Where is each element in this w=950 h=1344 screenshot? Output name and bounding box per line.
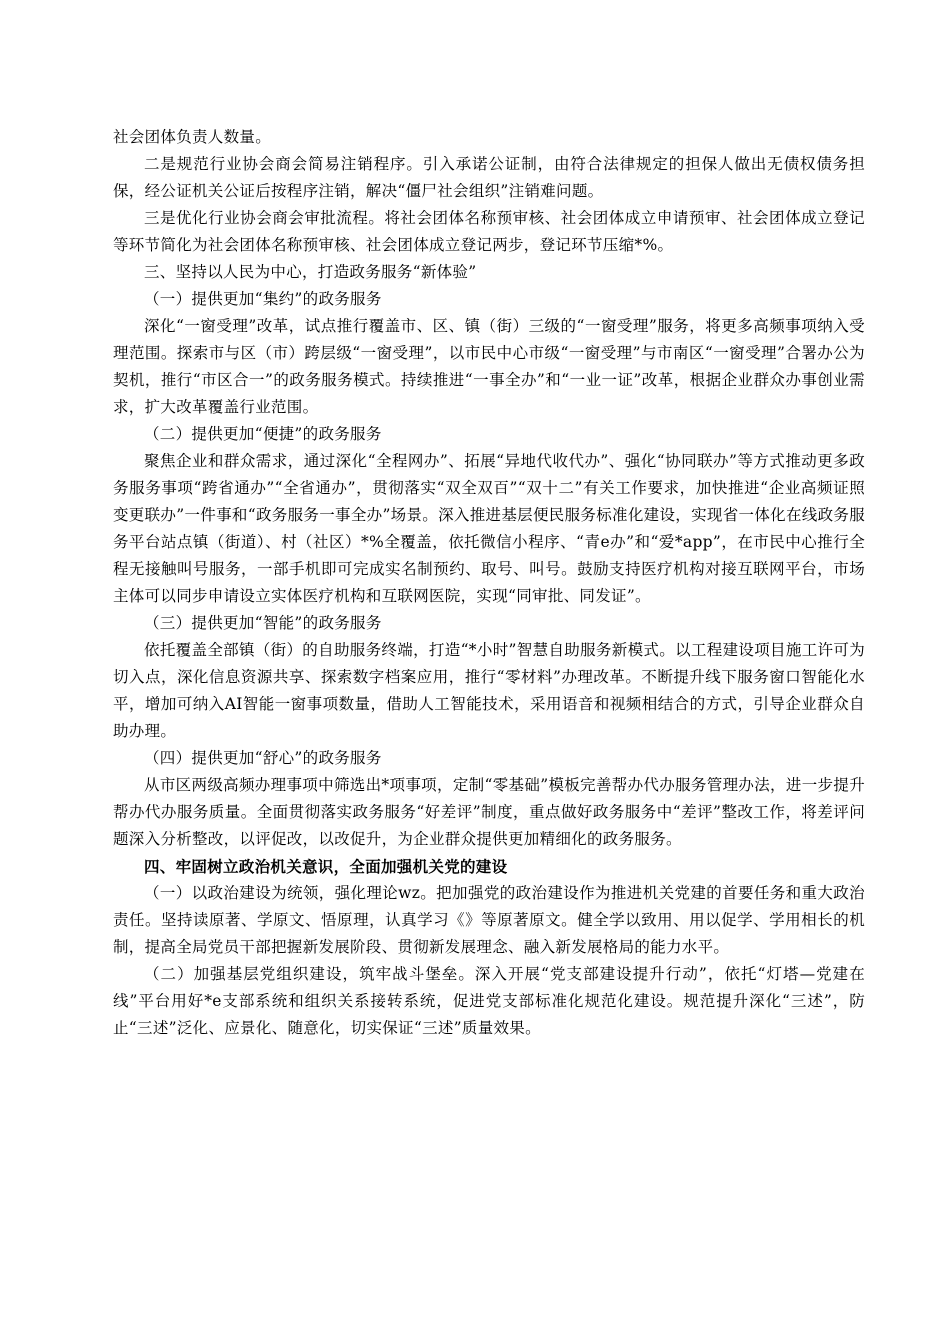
paragraph: 社会团体负责人数量。 (113, 128, 272, 146)
section-heading-bold: 四、牢固树立政治机关意识，全面加强机关党的建设 (144, 857, 508, 876)
paragraph: （一）以政治建设为统领，强化理论wz。把加强党的政治建设作为推进机关党建的首要任务和重大政治责任。坚持读原著、学原文、悟原理，认真学习《》等原著原文。健全学以致用、用以促学、学用相长的机制，提高全局党员干部把握新发展阶段、贯彻新发展理念、融入新发展格局的能力水平。 (113, 884, 865, 956)
paragraph: 聚焦企业和群众需求，通过深化“全程网办”、拓展“异地代收代办”、强化“协同联办”等方式推动更多政务服务事项“跨省通办”“全省通办”，贯彻落实“双全双百”“双十二”有关工作要求，加快推进“企业高频证照变更联办”一件事和“政务服务一事全办”场景。深入推进基层便民服务标准化建设，实现省一体化在线政务服务平台站点镇（街道）、村（社区）*%全覆盖，依托微信小程序、“青e办”和“爱*app”，在市民中心推行全程无接触叫号服务，一部手机即可完成实名制预约、取号、叫号。鼓励支持医疗机构对接互联网平台，市场主体可以同步申请设立实体医疗机构和互联网医院，实现“同审批、同发证”。 (113, 452, 865, 605)
paragraph: 深化“一窗受理”改革，试点推行覆盖市、区、镇（街）三级的“一窗受理”服务，将更多高频事项纳入受理范围。探索市与区（市）跨层级“一窗受理”，以市民中心市级“一窗受理”与市南区“一窗受理”合署办公为契机，推行“市区合一”的政务服务模式。持续推进“一事全办”和“一业一证”改革，根据企业群众办事创业需求，扩大改革覆盖行业范围。 (113, 317, 865, 416)
section-heading: 三、坚持以人民为中心，打造政务服务“新体验” (144, 263, 477, 281)
paragraph: 从市区两级高频办理事项中筛选出*项事项，定制“零基础”模板完善帮办代办服务管理办法，进一步提升帮办代办服务质量。全面贯彻落实政务服务“好差评”制度，重点做好政务服务中“差评”整改工作，将差评问题深入分析整改，以评促改，以改促升，为企业群众提供更加精细化的政务服务。 (113, 776, 865, 848)
subsection-heading: （四）提供更加“舒心”的政务服务 (144, 749, 382, 767)
subsection-heading: （二）提供更加“便捷”的政务服务 (144, 425, 382, 443)
document-page (113, 124, 865, 1042)
subsection-heading: （三）提供更加“智能”的政务服务 (144, 614, 382, 632)
paragraph: 三是优化行业协会商会审批流程。将社会团体名称预审核、社会团体成立申请预审、社会团体成立登记等环节简化为社会团体名称预审核、社会团体成立登记两步，登记环节压缩*%。 (113, 209, 865, 254)
subsection-heading: （一）提供更加“集约”的政务服务 (144, 290, 382, 308)
paragraph: 二是规范行业协会商会简易注销程序。引入承诺公证制，由符合法律规定的担保人做出无债权债务担保，经公证机关公证后按程序注销，解决“僵尸社会组织”注销难问题。 (113, 155, 865, 200)
paragraph: 依托覆盖全部镇（街）的自助服务终端，打造“*小时”智慧自助服务新模式。以工程建设项目施工许可为切入点，深化信息资源共享、探索数字档案应用，推行“零材料”办理改革。不断提升线下服务窗口智能化水平，增加可纳入AI智能一窗事项数量，借助人工智能技术，采用语音和视频相结合的方式，引导企业群众自助办理。 (113, 641, 865, 740)
paragraph: （二）加强基层党组织建设，筑牢战斗堡垒。深入开展“党支部建设提升行动”，依托“灯塔—党建在线”平台用好*e支部系统和组织关系接转系统，促进党支部标准化规范化建设。规范提升深化“三述”，防止“三述”泛化、应景化、随意化，切实保证“三述”质量效果。 (113, 965, 865, 1037)
